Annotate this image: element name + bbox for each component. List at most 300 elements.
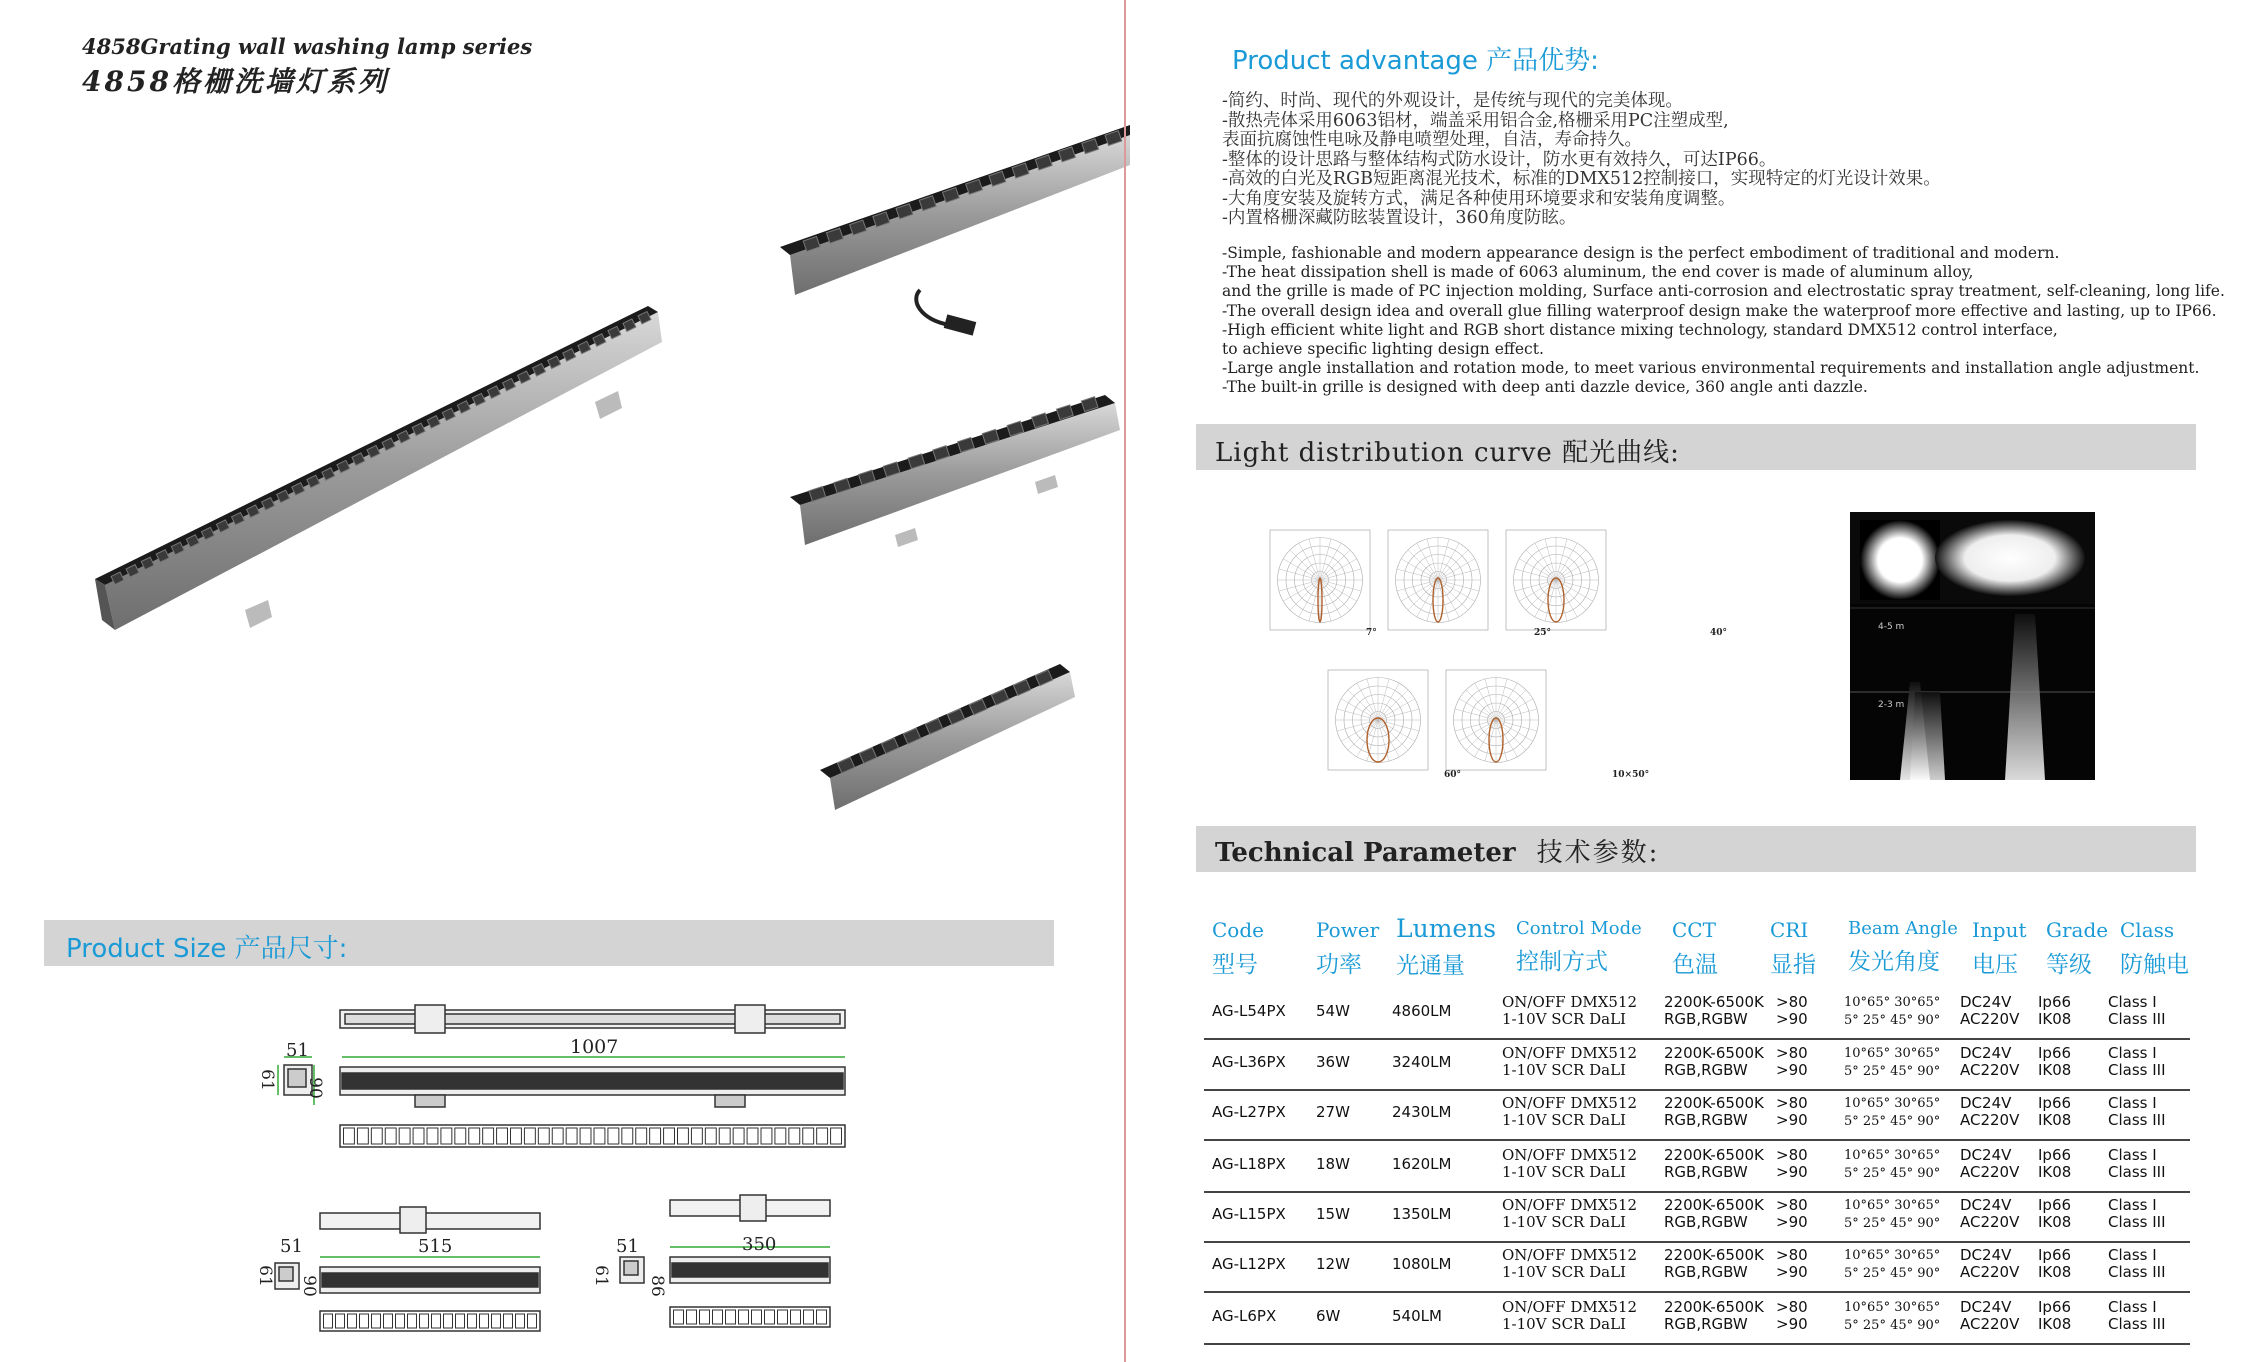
mid-top-view <box>320 1207 540 1233</box>
cell-power: 27W <box>1316 1103 1350 1121</box>
cell-input <box>1960 1197 2019 1231</box>
drawing-cell <box>396 1314 405 1328</box>
cell-grade-line1: Ip66 <box>2038 1044 2072 1062</box>
drawing-cell <box>791 1310 801 1324</box>
cell-input-line1: DC24V <box>1960 1094 2012 1112</box>
advantage-cn-line: -高效的白光及RGB短距离混光技术，标准的DMX512控制接口，实现特定的灯光设计效果。 <box>1222 169 1941 189</box>
cell-control-line2: 1-10V SCR DaLI <box>1502 1213 1626 1231</box>
cell-grade-line1: Ip66 <box>2038 1298 2072 1316</box>
drawing-cell <box>713 1310 723 1324</box>
drawing-cell <box>752 1310 762 1324</box>
cell-class-line2: Class III <box>2108 1315 2166 1333</box>
cell-control <box>1502 994 1637 1028</box>
cell-beam-line1: 10°65° 30°65° <box>1844 1148 1941 1163</box>
table-header-cn: 等级 <box>2046 952 2092 978</box>
cell-lumens: 540LM <box>1392 1307 1442 1325</box>
table-row <box>1204 988 2190 1040</box>
table-header-en: Grade <box>2046 918 2109 942</box>
drawing-cell <box>705 1128 716 1144</box>
long-side-view <box>340 1057 845 1107</box>
lamp-mid-image <box>790 395 1120 547</box>
cell-cct-line2: RGB,RGBW <box>1664 1315 1748 1333</box>
cell-input-line2: AC220V <box>1960 1010 2020 1028</box>
cell-cct <box>1664 1045 1764 1079</box>
long-top-view <box>340 1005 845 1033</box>
cell-beam-line2: 5° 25° 45° 90° <box>1844 1266 1941 1281</box>
cell-code: AG-L18PX <box>1212 1155 1286 1173</box>
dim-short-height-a: 61 <box>590 1265 611 1287</box>
advantage-en-line: -Simple, fashionable and modern appearance design is the perfect embodiment of traditional and modern. <box>1222 244 2060 262</box>
advantages-en <box>1222 244 2225 398</box>
cell-input-line1: DC24V <box>1960 1044 2012 1062</box>
cell-cri-line2: >90 <box>1776 1315 1808 1333</box>
table-row <box>1204 1293 2190 1345</box>
cell-cri-line1: >80 <box>1776 993 1808 1011</box>
drawing-cell <box>504 1314 513 1328</box>
cell-power: 36W <box>1316 1053 1350 1071</box>
cell-input-line2: AC220V <box>1960 1315 2020 1333</box>
cell-beam-line1: 10°65° 30°65° <box>1844 1046 1941 1061</box>
table-header-en: Input <box>1972 918 2027 942</box>
table-header-class <box>2120 918 2189 979</box>
mid-bottom-view <box>320 1311 540 1331</box>
curve-label-7: 7° <box>1366 628 1377 638</box>
drawing-cell <box>678 1128 689 1144</box>
drawing-cell <box>804 1310 814 1324</box>
cell-cct <box>1664 1247 1764 1281</box>
table-header-cn: 电压 <box>1972 952 2018 978</box>
drawing-cell <box>739 1310 749 1324</box>
drawing-cell <box>636 1128 647 1144</box>
drawing-cell <box>399 1128 410 1144</box>
cell-cct-line2: RGB,RGBW <box>1664 1061 1748 1079</box>
drawing-cell <box>687 1310 697 1324</box>
cell-cct-line1: 2200K-6500K <box>1664 993 1764 1011</box>
drawing-cell <box>372 1314 381 1328</box>
cell-beam-line2: 5° 25° 45° 90° <box>1844 1114 1941 1129</box>
advantage-en-line: -Large angle installation and rotation mode, to meet various environmental requirements and installation angle adjustment. <box>1222 359 2200 378</box>
dim-mid-height-b: 90 <box>298 1275 319 1297</box>
cell-cri <box>1776 1197 1808 1231</box>
table-header-en: CRI <box>1770 918 1809 942</box>
polar-diagram <box>1506 530 1606 630</box>
short-top-view <box>670 1195 830 1221</box>
cell-input-line1: DC24V <box>1960 1146 2012 1164</box>
advantage-en-line: and the grille is made of PC injection molding, Surface anti-corrosion and electrostatic spray treatment, self-cleaning, long life. <box>1222 282 2225 301</box>
cell-cri-line1: >80 <box>1776 1298 1808 1316</box>
drawing-cell <box>528 1314 537 1328</box>
drawing-cell <box>480 1314 489 1328</box>
cell-grade <box>2038 1299 2071 1333</box>
cell-control-line1: ON/OFF DMX512 <box>1502 1044 1638 1062</box>
photo-label-2-3m: 2-3 m <box>1878 700 1905 710</box>
cell-control <box>1502 1299 1637 1333</box>
drawing-cell <box>444 1314 453 1328</box>
cell-grade-line1: Ip66 <box>2038 1146 2072 1164</box>
series-title-cn: 4858格栅洗墙灯系列 <box>82 65 389 98</box>
cell-grade-line2: IK08 <box>2038 1061 2072 1079</box>
cell-input-line1: DC24V <box>1960 1246 2012 1264</box>
cell-cct <box>1664 1197 1764 1231</box>
drawing-cell <box>344 1128 355 1144</box>
cell-beam-line1: 10°65° 30°65° <box>1844 1096 1941 1111</box>
cell-lumens: 1080LM <box>1392 1255 1452 1273</box>
cell-grade-line1: Ip66 <box>2038 1196 2072 1214</box>
drawing-cell <box>726 1310 736 1324</box>
drawing-cell <box>432 1314 441 1328</box>
cell-class-line1: Class I <box>2108 993 2157 1011</box>
cell-code: AG-L54PX <box>1212 1002 1286 1020</box>
cell-cct <box>1664 1095 1764 1129</box>
polar-curves <box>1260 505 1680 795</box>
lamp-product-images <box>90 120 1130 820</box>
cell-grade <box>2038 1045 2071 1079</box>
table-header-en: Lumens <box>1396 914 1497 943</box>
cell-cct <box>1664 1147 1764 1181</box>
drawing-cell <box>674 1310 684 1324</box>
cell-cri-line1: >80 <box>1776 1094 1808 1112</box>
cell-code: AG-L6PX <box>1212 1307 1277 1325</box>
cell-power: 15W <box>1316 1205 1350 1223</box>
cell-grade-line2: IK08 <box>2038 1315 2072 1333</box>
product-advantage-heading: Product advantage 产品优势: <box>1232 46 1599 76</box>
advantage-cn-line: -简约、时尚、现代的外观设计，是传统与现代的完美体现。 <box>1222 91 1683 111</box>
drawing-cell <box>468 1314 477 1328</box>
drawing-cell <box>511 1128 522 1144</box>
cell-grade-line1: Ip66 <box>2038 1246 2072 1264</box>
curve-label-10x50: 10×50° <box>1612 770 1650 780</box>
cell-cri-line1: >80 <box>1776 1196 1808 1214</box>
cell-cct-line1: 2200K-6500K <box>1664 1246 1764 1264</box>
cell-input-line1: DC24V <box>1960 1298 2012 1316</box>
drawing-cell <box>594 1128 605 1144</box>
cell-input <box>1960 994 2019 1028</box>
cell-input <box>1960 1045 2019 1079</box>
table-header-cn: 光通量 <box>1396 953 1465 979</box>
advantage-cn-line: -散热壳体采用6063铝材，端盖采用铝合金,格栅采用PC注塑成型, <box>1222 110 1729 131</box>
cell-beam <box>1844 1197 1940 1233</box>
cell-input-line2: AC220V <box>1960 1111 2020 1129</box>
cell-input-line2: AC220V <box>1960 1263 2020 1281</box>
cell-grade <box>2038 1247 2071 1281</box>
drawing-cell <box>360 1314 369 1328</box>
drawing-cell <box>789 1128 800 1144</box>
dim-mid-length: 515 <box>418 1236 453 1257</box>
polar-diagram <box>1446 670 1546 770</box>
drawing-cell <box>408 1314 417 1328</box>
cell-class-line2: Class III <box>2108 1010 2166 1028</box>
dim-long-height-b: 90 <box>304 1077 325 1099</box>
table-header-code <box>1212 918 1264 979</box>
cell-grade-line2: IK08 <box>2038 1010 2072 1028</box>
cell-code: AG-L15PX <box>1212 1205 1286 1223</box>
cell-grade-line2: IK08 <box>2038 1213 2072 1231</box>
cell-cct-line1: 2200K-6500K <box>1664 1146 1764 1164</box>
cell-class-line2: Class III <box>2108 1061 2166 1079</box>
cell-input <box>1960 1299 2019 1333</box>
table-row <box>1204 1141 2190 1193</box>
cell-control-line2: 1-10V SCR DaLI <box>1502 1111 1626 1129</box>
cell-control-line1: ON/OFF DMX512 <box>1502 1146 1638 1164</box>
advantage-en-line: -High efficient white light and RGB short distance mixing technology, standard DMX512 control interface, <box>1222 320 2058 339</box>
drawing-cell <box>538 1128 549 1144</box>
cell-class-line1: Class I <box>2108 1146 2157 1164</box>
cell-class <box>2108 1045 2166 1079</box>
cell-grade-line2: IK08 <box>2038 1163 2072 1181</box>
drawing-cell <box>420 1314 429 1328</box>
dim-short-height-c: 86 <box>646 1275 667 1297</box>
cell-code: AG-L27PX <box>1212 1103 1286 1121</box>
cell-cri-line2: >90 <box>1776 1061 1808 1079</box>
cell-beam <box>1844 1247 1940 1283</box>
advantage-en-line: -The built-in grille is designed with deep anti dazzle device, 360 angle anti dazzle. <box>1222 378 1868 397</box>
table-header-beam-angle <box>1848 918 1958 976</box>
series-title-en: 4858Grating wall washing lamp series <box>82 34 533 59</box>
drawing-cell <box>455 1128 466 1144</box>
cell-beam-line2: 5° 25° 45° 90° <box>1844 1064 1941 1079</box>
drawing-cell <box>324 1314 333 1328</box>
drawing-cell <box>622 1128 633 1144</box>
table-header-cn: 色温 <box>1672 952 1718 978</box>
drawing-cell <box>441 1128 452 1144</box>
cell-grade <box>2038 1147 2071 1181</box>
cell-input-line1: DC24V <box>1960 993 2012 1011</box>
drawing-cell <box>483 1128 494 1144</box>
drawing-cell <box>427 1128 438 1144</box>
drawing-cell <box>765 1310 775 1324</box>
cell-cri <box>1776 1247 1808 1281</box>
table-header-cn: 控制方式 <box>1516 949 1608 975</box>
cell-input-line2: AC220V <box>1960 1213 2020 1231</box>
cell-lumens: 2430LM <box>1392 1103 1452 1121</box>
table-header-en: Beam Angle <box>1848 918 1958 939</box>
cell-beam-line2: 5° 25° 45° 90° <box>1844 1318 1941 1333</box>
cell-beam-line1: 10°65° 30°65° <box>1844 1248 1941 1263</box>
cell-control <box>1502 1045 1637 1079</box>
table-header-cn: 发光角度 <box>1848 949 1940 975</box>
curve-label-25: 25° <box>1534 628 1552 638</box>
cell-control-line2: 1-10V SCR DaLI <box>1502 1163 1626 1181</box>
cell-power: 54W <box>1316 1002 1350 1020</box>
cell-grade <box>2038 994 2071 1028</box>
drawing-cell <box>664 1128 675 1144</box>
cell-input <box>1960 1147 2019 1181</box>
mid-side-view <box>320 1257 540 1293</box>
cell-control-line2: 1-10V SCR DaLI <box>1502 1315 1626 1333</box>
drawing-cell <box>733 1128 744 1144</box>
table-header-cn: 型号 <box>1212 952 1258 978</box>
cell-cri <box>1776 1045 1808 1079</box>
long-bottom-view <box>340 1125 845 1147</box>
drawing-cell <box>371 1128 382 1144</box>
cell-control-line1: ON/OFF DMX512 <box>1502 1196 1638 1214</box>
advantage-cn-line: -内置格栅深藏防眩装置设计，360角度防眩。 <box>1222 208 1577 228</box>
cell-lumens: 3240LM <box>1392 1053 1452 1071</box>
drawing-cell <box>524 1128 535 1144</box>
lamp-top-image <box>780 125 1130 336</box>
advantage-cn-line: -整体的设计思路与整体结构式防水设计，防水更有效持久，可达IP66。 <box>1222 149 1777 170</box>
drawing-cell <box>817 1128 828 1144</box>
drawing-cell <box>747 1128 758 1144</box>
cell-control-line2: 1-10V SCR DaLI <box>1502 1061 1626 1079</box>
drawing-cell <box>778 1310 788 1324</box>
cell-beam <box>1844 1147 1940 1183</box>
table-header-en: Power <box>1316 918 1380 942</box>
cell-class <box>2108 1095 2166 1129</box>
cell-beam <box>1844 1045 1940 1081</box>
cell-cri <box>1776 994 1808 1028</box>
table-header-power <box>1316 918 1379 979</box>
dim-short-length: 350 <box>742 1234 777 1255</box>
cell-beam-line1: 10°65° 30°65° <box>1844 1198 1941 1213</box>
cell-cct-line1: 2200K-6500K <box>1664 1196 1764 1214</box>
drawing-cell <box>348 1314 357 1328</box>
technical-parameter-cn: 技术参数: <box>1536 838 1660 868</box>
cell-cct-line1: 2200K-6500K <box>1664 1298 1764 1316</box>
cell-cct-line2: RGB,RGBW <box>1664 1163 1748 1181</box>
cell-control <box>1502 1247 1637 1281</box>
section-short <box>620 1257 644 1283</box>
cell-cct-line2: RGB,RGBW <box>1664 1010 1748 1028</box>
dim-long-width: 51 <box>286 1040 309 1061</box>
table-header-en: Control Mode <box>1516 918 1642 939</box>
cell-grade-line2: IK08 <box>2038 1111 2072 1129</box>
table-header-en: Code <box>1212 918 1264 942</box>
cell-class <box>2108 1299 2166 1333</box>
cell-input-line1: DC24V <box>1960 1196 2012 1214</box>
table-header-grade <box>2046 918 2108 979</box>
cell-cri-line1: >80 <box>1776 1146 1808 1164</box>
curve-label-60: 60° <box>1444 770 1462 780</box>
dim-short-width: 51 <box>616 1236 639 1257</box>
polar-diagram <box>1388 530 1488 630</box>
drawing-cell <box>817 1310 827 1324</box>
cell-cct-line1: 2200K-6500K <box>1664 1094 1764 1112</box>
drawing-cell <box>775 1128 786 1144</box>
advantage-cn-line: 表面抗腐蚀性电咏及静电喷塑处理，自洁，寿命持久。 <box>1222 130 1642 150</box>
cell-beam-line2: 5° 25° 45° 90° <box>1844 1166 1941 1181</box>
lamp-small-image <box>820 664 1075 810</box>
section-mid <box>275 1263 299 1289</box>
light-distribution-heading: Light distribution curve 配光曲线: <box>1215 438 1680 468</box>
cell-control-line2: 1-10V SCR DaLI <box>1502 1010 1626 1028</box>
advantage-en-line: -The overall design idea and overall glue filling waterproof design make the waterproof more effective and lasting, up to IP66. <box>1222 301 2217 320</box>
cell-class-line1: Class I <box>2108 1298 2157 1316</box>
cell-grade <box>2038 1095 2071 1129</box>
cell-power: 6W <box>1316 1307 1341 1325</box>
cell-cri <box>1776 1095 1808 1129</box>
dim-long-height-a: 61 <box>256 1069 277 1091</box>
drawing-cell <box>580 1128 591 1144</box>
technical-parameter-heading <box>1215 832 1659 869</box>
cell-class <box>2108 994 2166 1028</box>
cell-cri-line2: >90 <box>1776 1111 1808 1129</box>
polar-diagram <box>1270 530 1370 630</box>
dim-mid-width: 51 <box>280 1236 303 1257</box>
cell-cri-line1: >80 <box>1776 1044 1808 1062</box>
page-divider <box>1124 0 1126 1362</box>
cell-code: AG-L12PX <box>1212 1255 1286 1273</box>
cell-input <box>1960 1247 2019 1281</box>
table-header-cn: 功率 <box>1316 952 1362 978</box>
drawing-cell <box>492 1314 501 1328</box>
table-header-cri <box>1770 918 1816 979</box>
cell-lumens: 4860LM <box>1392 1002 1452 1020</box>
beam-photos <box>1850 512 2095 780</box>
cell-input-line2: AC220V <box>1960 1061 2020 1079</box>
cell-cri-line2: >90 <box>1776 1213 1808 1231</box>
cell-beam-line1: 10°65° 30°65° <box>1844 1300 1941 1315</box>
cell-control-line1: ON/OFF DMX512 <box>1502 1246 1638 1264</box>
drawing-cell <box>456 1314 465 1328</box>
cell-beam <box>1844 1299 1940 1335</box>
cell-power: 18W <box>1316 1155 1350 1173</box>
table-row <box>1204 1039 2190 1091</box>
advantage-en-line: -The heat dissipation shell is made of 6063 aluminum, the end cover is made of aluminum alloy, <box>1222 263 1974 282</box>
drawing-cell <box>831 1128 842 1144</box>
lamp-long-image <box>95 306 662 630</box>
drawing-cell <box>700 1310 710 1324</box>
drawing-cell <box>516 1314 525 1328</box>
curve-label-40: 40° <box>1710 628 1728 638</box>
cell-class-line2: Class III <box>2108 1163 2166 1181</box>
cell-cri-line2: >90 <box>1776 1163 1808 1181</box>
cell-cct-line1: 2200K-6500K <box>1664 1044 1764 1062</box>
cell-code: AG-L36PX <box>1212 1053 1286 1071</box>
cell-cct-line2: RGB,RGBW <box>1664 1263 1748 1281</box>
advantage-en-line: to achieve specific lighting design effect. <box>1222 340 1544 359</box>
drawing-cell <box>357 1128 368 1144</box>
cell-class-line2: Class III <box>2108 1263 2166 1281</box>
cell-grade-line2: IK08 <box>2038 1263 2072 1281</box>
cell-class-line2: Class III <box>2108 1213 2166 1231</box>
table-row <box>1204 1241 2190 1293</box>
cell-input-line2: AC220V <box>1960 1163 2020 1181</box>
table-header-input <box>1972 918 2027 979</box>
cell-control-line1: ON/OFF DMX512 <box>1502 1094 1638 1112</box>
drawing-cell <box>650 1128 661 1144</box>
drawing-cell <box>469 1128 480 1144</box>
cell-power: 12W <box>1316 1255 1350 1273</box>
short-bottom-view <box>670 1307 830 1327</box>
table-header-lumens <box>1396 914 1497 980</box>
cell-beam <box>1844 1095 1940 1131</box>
drawing-cell <box>761 1128 772 1144</box>
table-header-en: Class <box>2120 918 2175 942</box>
cell-control <box>1502 1147 1637 1181</box>
photo-label-4-5m: 4-5 m <box>1878 622 1905 632</box>
cell-cri <box>1776 1299 1808 1333</box>
dimension-drawings <box>250 995 850 1355</box>
advantages-cn <box>1222 92 1941 229</box>
cell-control-line2: 1-10V SCR DaLI <box>1502 1263 1626 1281</box>
cell-beam-line2: 5° 25° 45° 90° <box>1844 1216 1941 1231</box>
cell-cct-line2: RGB,RGBW <box>1664 1111 1748 1129</box>
cell-class <box>2108 1197 2166 1231</box>
cell-beam-line2: 5° 25° 45° 90° <box>1844 1013 1941 1028</box>
cell-cri-line1: >80 <box>1776 1246 1808 1264</box>
cell-class-line2: Class III <box>2108 1111 2166 1129</box>
cell-grade <box>2038 1197 2071 1231</box>
drawing-cell <box>497 1128 508 1144</box>
cell-class-line1: Class I <box>2108 1094 2157 1112</box>
drawing-cell <box>336 1314 345 1328</box>
drawing-cell <box>803 1128 814 1144</box>
drawing-cell <box>719 1128 730 1144</box>
drawing-cell <box>384 1314 393 1328</box>
cell-cct-line2: RGB,RGBW <box>1664 1213 1748 1231</box>
cell-beam <box>1844 994 1940 1030</box>
